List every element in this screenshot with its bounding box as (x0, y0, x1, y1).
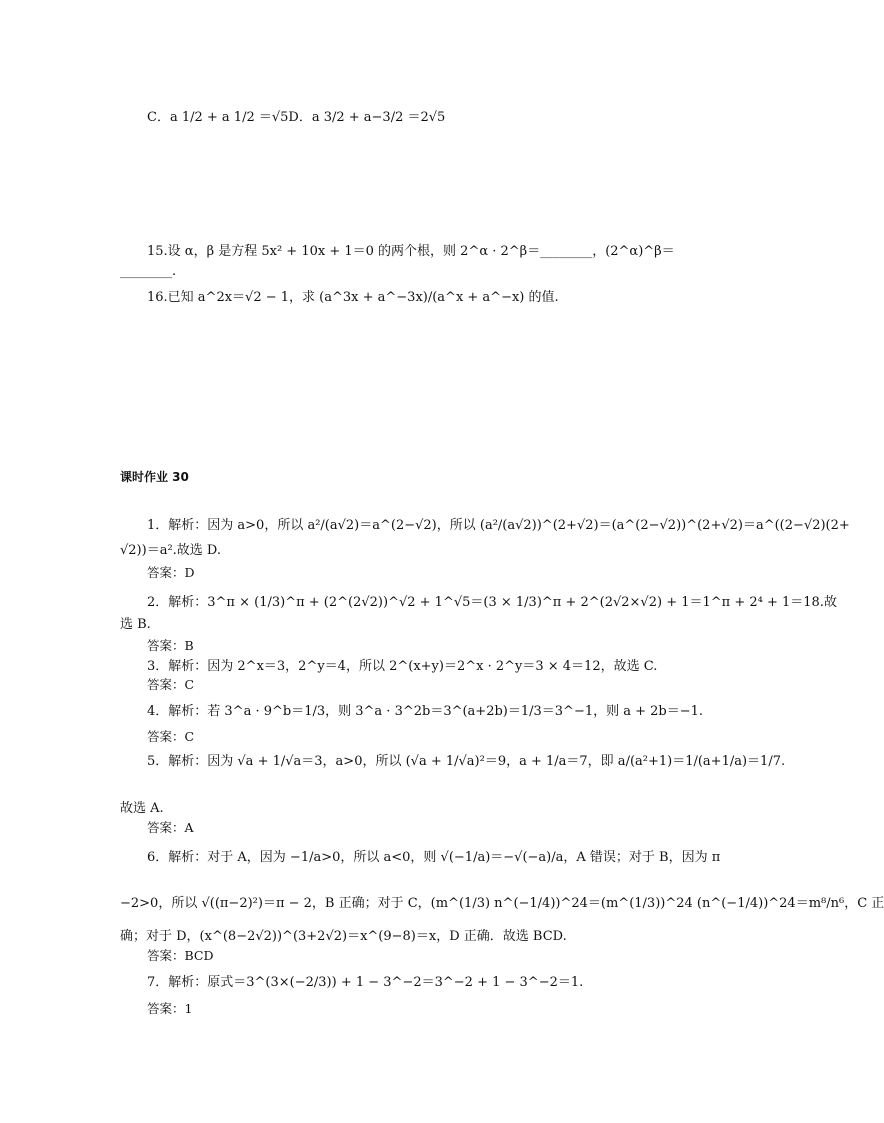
solution-6-line-2: −2>0，所以 √((π−2)²)＝π − 2，B 正确；对于 C，(m^(1/3) n^(−1/4))^24＝(m^(1/3))^24 (n^(−1/4))^24＝m⁸/n⁶，C 正 (120, 896, 884, 911)
option-c-d: C．a 1/2 + a 1/2 ＝√5D．a 3/2 + a−3/2 ＝2√5 (147, 110, 446, 125)
solution-6-answer: 答案：BCD (147, 948, 214, 963)
question-15-line-1: 15.设 α，β 是方程 5x² + 10x + 1＝0 的两个根，则 2^α · 2^β＝________，(2^α)^β＝ (147, 244, 675, 259)
solution-3-answer: 答案：C (147, 677, 195, 692)
solution-5-line-2: 故选 A. (120, 801, 164, 816)
solution-3-line-1: 3．解析：因为 2^x＝3，2^y＝4，所以 2^(x+y)＝2^x · 2^y＝3 × 4＝12，故选 C. (147, 659, 658, 674)
solution-1-line-2: √2))＝a².故选 D. (120, 543, 222, 558)
solution-1-answer: 答案：D (147, 565, 195, 580)
question-15-line-2: ________. (120, 264, 177, 279)
solution-1-line-1: 1．解析：因为 a>0，所以 a²/(a√2)＝a^(2−√2)，所以 (a²/(a√2))^(2+√2)＝(a^(2−√2))^(2+√2)＝a^((2−√2)(2+ (147, 518, 850, 533)
solution-5-answer: 答案：A (147, 820, 194, 835)
solution-7-line-1: 7．解析：原式＝3^(3×(−2/3)) + 1 − 3^−2＝3^−2 + 1 − 3^−2＝1. (147, 975, 584, 990)
solution-6-line-3: 确；对于 D，(x^(8−2√2))^(3+2√2)＝x^(9−8)＝x，D 正确．故选 BCD. (120, 929, 567, 944)
solution-7-answer: 答案：1 (147, 1001, 193, 1016)
solution-2-line-2: 选 B. (120, 617, 151, 632)
question-16: 16.已知 a^2x＝√2 − 1，求 (a^3x + a^−3x)/(a^x + a^−x) 的值. (147, 290, 559, 305)
solution-5-line-1: 5．解析：因为 √a + 1/√a＝3，a>0，所以 (√a + 1/√a)²＝9，a + 1/a＝7，即 a/(a²+1)＝1/(a+1/a)＝1/7. (147, 754, 786, 769)
solution-6-line-1: 6．解析：对于 A，因为 −1/a>0，所以 a<0，则 √(−1/a)＝−√(−a)/a，A 错误；对于 B，因为 π (147, 850, 721, 865)
solution-2-line-1: 2．解析：3^π × (1/3)^π + (2^(2√2))^√2 + 1^√5＝(3 × 1/3)^π + 2^(2√2×√2) + 1＝1^π + 2⁴ + 1＝18.故 (147, 595, 837, 610)
solution-4-line-1: 4．解析：若 3^a · 9^b＝1/3，则 3^a · 3^2b＝3^(a+2b)＝1/3＝3^−1，则 a + 2b＝−1. (147, 704, 704, 719)
solution-4-answer: 答案：C (147, 729, 195, 744)
solution-2-answer: 答案：B (147, 638, 194, 653)
section-title: 课时作业 30 (120, 470, 189, 484)
